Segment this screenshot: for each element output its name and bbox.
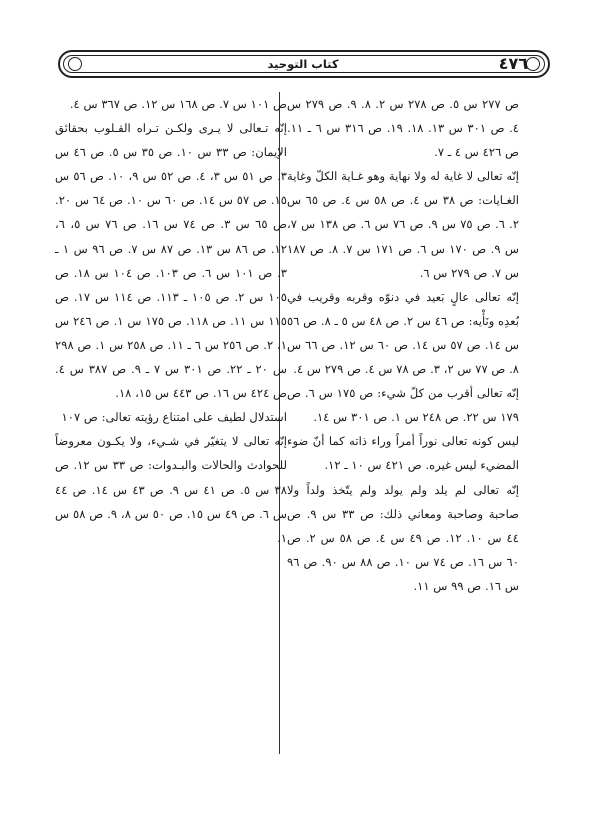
index-entry: إنّه تعالى لا غاية له ولا نهاية وهو غـاية الكلّ وغاية الغـايات: ص ٣٨ س ٤. ص ٥٨ س ٤. ص ٦٥ س ٢. ٦. ص ٧٥ س ٩. ص ٧٦ س ٦. ص ١٣٨ س ٧، س ٩. ص ١٧٠ س ٦. ص ١٧١ س ٧. ٨. ص ١٨٧ س ٧. ص ٢٧٩ س ٦.	[287, 169, 520, 280]
left-ornament-icon	[68, 57, 82, 71]
right-ornament-icon	[526, 57, 540, 71]
index-entry: إنّه تعالى عالٍ بَعيد في دنوّه وقربه وقريب في بُعدِه ونَأْيه: ص ٤٦ س ٢. ص ٤٨ س ٥ ـ ٨. ص ٥٦ س ١٤. ص ٥٧ س ١٤. ص ٦٠ س ١٢. ص ٦٦ س ٨. ص ٧٧ س ٢، ٣. ص ٧٨ س ٤. ص ٢٧٩ س ٤.	[287, 289, 519, 377]
right-column	[287, 92, 519, 598]
left-column	[55, 92, 287, 550]
index-entry: إنّه تعالى لم يلد ولم يولد ولم يتّخذ ولداً ولا صاحبة وصاحبة ومعاني ذلك: ص ٣٣ س ٩. ص ٤٤ س ١٠. ١٢. ص ٤٩ س ٤. ص ٥٨ س ٢. ص ٦٠ س ١٦. ص ٧٤ س ١٠. ص ٨٨ س ٩٠. ص ٩٦ س ١٦. ص ٩٩ س ١١.	[287, 482, 520, 593]
book-title: كتاب التوحيد	[267, 57, 339, 71]
index-entry: إنّه تعالى أقرب من كلّ شيء: ص ١٧٥ س ٦. ص ١٧٩ س ٢٢. ص ٢٤٨ س ١. ص ٣٠١ س ١٤.	[287, 386, 519, 425]
index-entry: إنّه تـعالى لا يـرى ولكـن تـراه القـلوب بحقائق الإيمان: ص ٣٣ س ١٠. ص ٣٥ س ٥. ص ٤٦ س ٣. ص ٥١ س ٣، ٤. ص ٥٢ س ٩، ١٠. ص ٥٦ س ١٥. ص ٥٧ س ١٤. ص ٦٠ س ١٠. ص ٦٤ س ٢٠. ص ٦٥ س ٣. ص ٧٤ س ١٦. ص ٧٦ س ٥، ٦، ١٢. ص ٨٦ س ١٣. ص ٨٧ س ٧. ص ٩٦ س ١ ـ ٣. ص ١٠١ س ٦. ص ١٠٣. ص ١٠٤ س ١٨. ص ١٠٥ س ٢. ص ١٠٥ ـ ١١٣. ص ١١٤ س ١٧. ص ١١٥ س ١١. ص ١١٨. ص ١٧٥ س ١. ص ٢٤٦ س ١، ٢. ص ٢٥٦ س ٦ ـ ١١. ص ٢٥٨ س ١. ص ٢٩٨ س ٢٠ ـ ٢٢. ص ٣٠١ س ٧ ـ ٩. ص ٣٨٧ س ٤. ص ٤٢٤ س ١٦. ص ٤٤٣ س ١٥، ١٨.	[55, 121, 288, 401]
index-entry: إنّه تعالى لا يتغيّر في شـيء، ولا يكـون معروضاً للحوادث والحالات والبـدوات: ص ٣٣ س ١٢. ص ٣٨ س ٥. ص ٤١ س ٩. ص ٤٣ س ١٤. ص ٤٤ س ٦. ص ٤٩ س ١٥. ص ٥٠ س ٨، ٩. ص ٥٨ س ١.	[55, 434, 288, 545]
index-entry: ص ٢٧٧ س ٥. ص ٢٧٨ س ٢. ٨. ٩. ص ٢٧٩ س ٤. ص ٣٠١ س ١٣. ١٨. ١٩. ص ٣١٦ س ٦ ـ ١١. ص ٤٢٦ س ٤ ـ ٧.	[287, 97, 520, 160]
index-entry: ليس كونه تعالى نوراً أمراً وراء ذاته كما أنّ ضوء المضيء ليس غيره. ص ٤٢١ س ١٠ ـ ١٢.	[287, 434, 519, 473]
page-number: ٤٧٦	[498, 54, 528, 73]
index-entry: استدلال لطيف على امتناع رؤيته تعالى: ص ١٠٧	[61, 410, 287, 425]
index-entry: ص ١٠١ س ٧. ص ١٦٨ س ١٢. ص ٣٦٧ س ٤.	[69, 97, 287, 111]
